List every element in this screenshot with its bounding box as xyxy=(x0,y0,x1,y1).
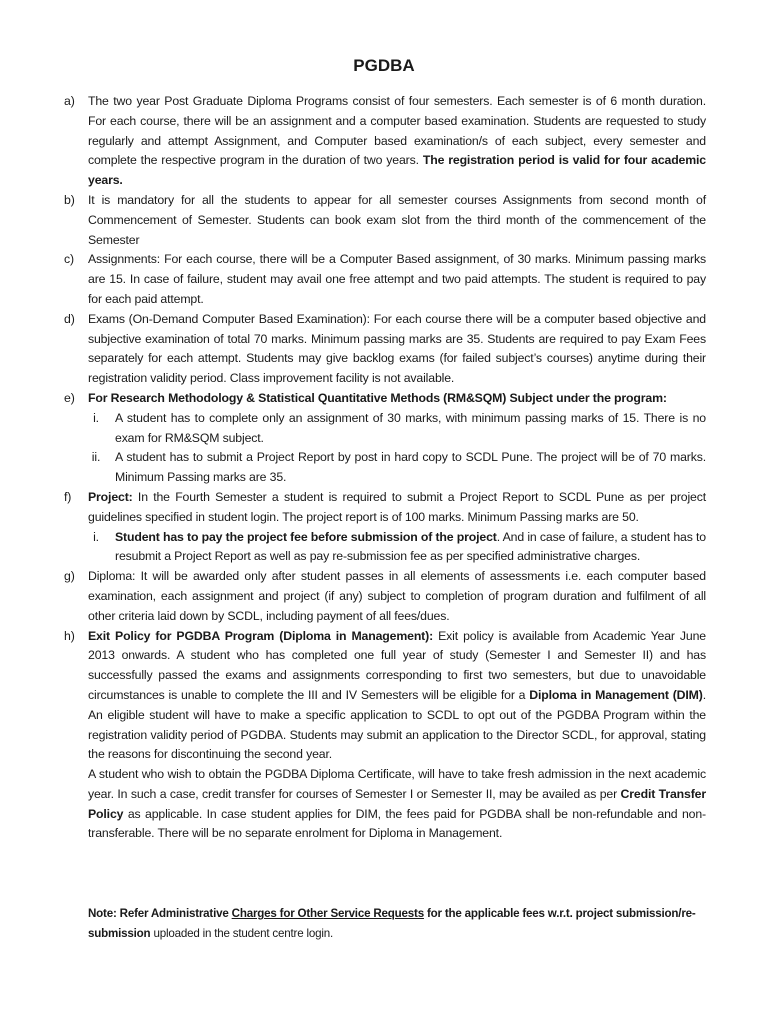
item-e-heading: For Research Methodology & Statistical Quantitative Methods (RM&SQM) Subject under the program: xyxy=(88,390,667,405)
list-label-a: a) xyxy=(64,94,75,108)
list-label-b: b) xyxy=(64,192,75,207)
item-f-text: In the Fourth Semester a student is required to submit a Project Report to SCDL Pune as per project guidelines specified in student login. The project report is of 100 marks. Minimum Passing marks are 50. xyxy=(88,489,706,524)
document-body xyxy=(64,92,706,844)
sub-item-e-ii-text: A student has to submit a Project Report by post in hard copy to SCDL Pune. The project will be of 70 marks. Minimum Passing marks are 35. xyxy=(115,450,706,485)
item-b-text: It is mandatory for all the students to appear for all semester courses Assignments from second month of Commencement of Semester. Students can book exam slot from the third month of the commencement of the Semester xyxy=(88,192,706,247)
footer-note xyxy=(88,904,708,944)
note-suffix: uploaded in the student centre login. xyxy=(150,926,333,940)
item-d-text: Exams (On-Demand Computer Based Examination): For each course there will be a computer based objective and subjective examination of total 70 marks. Minimum passing marks are 35. Students are required to pay Exam Fees separately for each attempt. Students may give backlog exams (for failed subject’s courses) anytime during their registration validity period. Class improvement facility is not available. xyxy=(88,311,706,386)
list-item-f xyxy=(64,488,706,567)
list-item-h xyxy=(64,627,706,845)
item-f-bold: Project: xyxy=(88,489,133,504)
list-label-g: g) xyxy=(64,569,75,584)
item-h-text-1: Exit policy is available from Academic Year June 2013 onwards. A student who has completed one full year of study (Semester I and Semester II) and has successfully passed the exams and assignments corresponding to first two semesters, but due to unavoidable circumstances is unable to complete the III and IV Semesters will be eligible for a xyxy=(88,628,706,702)
list-label-e: e) xyxy=(64,390,75,405)
sub-item-f-i-text: . And in case of failure, a student has to resubmit a Project Report as well as pay re-submission fee as per specified administrative charges. xyxy=(115,529,706,564)
item-h-paragraph-2 xyxy=(88,765,706,844)
sub-label-e-ii: ii. xyxy=(91,450,101,465)
item-a-bold: The registration period is valid for four academic years. xyxy=(88,153,706,188)
list-label-h: h) xyxy=(64,628,75,643)
list-item-a xyxy=(64,92,706,191)
list-item-e xyxy=(64,389,706,488)
item-h-bold-1: Exit Policy for PGDBA Program (Diploma in Management): xyxy=(88,628,434,643)
sub-item-e-i-text: A student has to complete only an assignment of 30 marks, with minimum passing marks of 15. There is no exam for RM&SQM subject. xyxy=(115,410,706,445)
item-h-text-4: as applicable. In case student applies for DIM, the fees paid for PGDBA shall be non-refundable and non-transferable. There will be no separate enrolment for Diploma in Management. xyxy=(88,806,706,841)
sub-item-f-i xyxy=(88,528,706,568)
item-h-text-2: . An eligible student will have to make a specific application to SCDL to opt out of the PGDBA Program within the registration validity period of PGDBA. Students may submit an application to the Director SCDL, for approval, stating the reasons for discontinuing the second year. xyxy=(88,687,706,762)
list-label-f: f) xyxy=(64,489,72,504)
charges-link[interactable]: Charges for Other Service Requests xyxy=(231,907,424,920)
list-item-d xyxy=(64,310,706,389)
note-middle: for the applicable fees w.r.t. project submission/re-submission xyxy=(88,907,696,940)
item-a-text: The two year Post Graduate Diploma Programs consist of four semesters. Each semester is of 6 month duration. For each course, there will be an assignment and a computer based examination. Students are requested to study regularly and attempt Assignment, and Computer based examination/s of each subject, every semester and complete the respective program in the duration of two years. xyxy=(88,94,706,168)
sub-label-e-i: i. xyxy=(93,410,99,425)
sub-label-f-i: i. xyxy=(93,529,99,544)
list-label-c: c) xyxy=(64,252,74,267)
list-item-b xyxy=(64,191,706,250)
item-h-bold-3: Credit Transfer Policy xyxy=(88,786,706,821)
sub-item-e-ii xyxy=(88,448,706,488)
list-item-g xyxy=(64,567,706,626)
list-label-d: d) xyxy=(64,311,75,326)
item-h-bold-2: Diploma in Management (DIM) xyxy=(529,687,703,702)
item-c-text: Assignments: For each course, there will be a Computer Based assignment, of 30 marks. Minimum passing marks are 15. In case of failure, student may avail one free attempt and two paid attempts. The student is required to pay for each paid attempt. xyxy=(88,252,706,306)
item-h-text-3: A student who wish to obtain the PGDBA Diploma Certificate, will have to take fresh admission in the next academic year. In such a case, credit transfer for courses of Semester I or Semester II, may be availed as per xyxy=(88,767,706,801)
note-prefix: Note: Refer Administrative xyxy=(88,907,232,920)
page-title: PGDBA xyxy=(353,56,415,75)
sub-item-e-i xyxy=(88,409,706,449)
sub-item-f-i-bold: Student has to pay the project fee before submission of the project xyxy=(115,529,497,544)
list-item-c xyxy=(64,250,706,309)
item-g-text: Diploma: It will be awarded only after student passes in all elements of assessments i.e. each computer based examination, each assignment and project (if any) subject to completion of program duration and fulfilment of all other criteria laid down by SCDL, including payment of all fees/dues. xyxy=(88,569,706,623)
